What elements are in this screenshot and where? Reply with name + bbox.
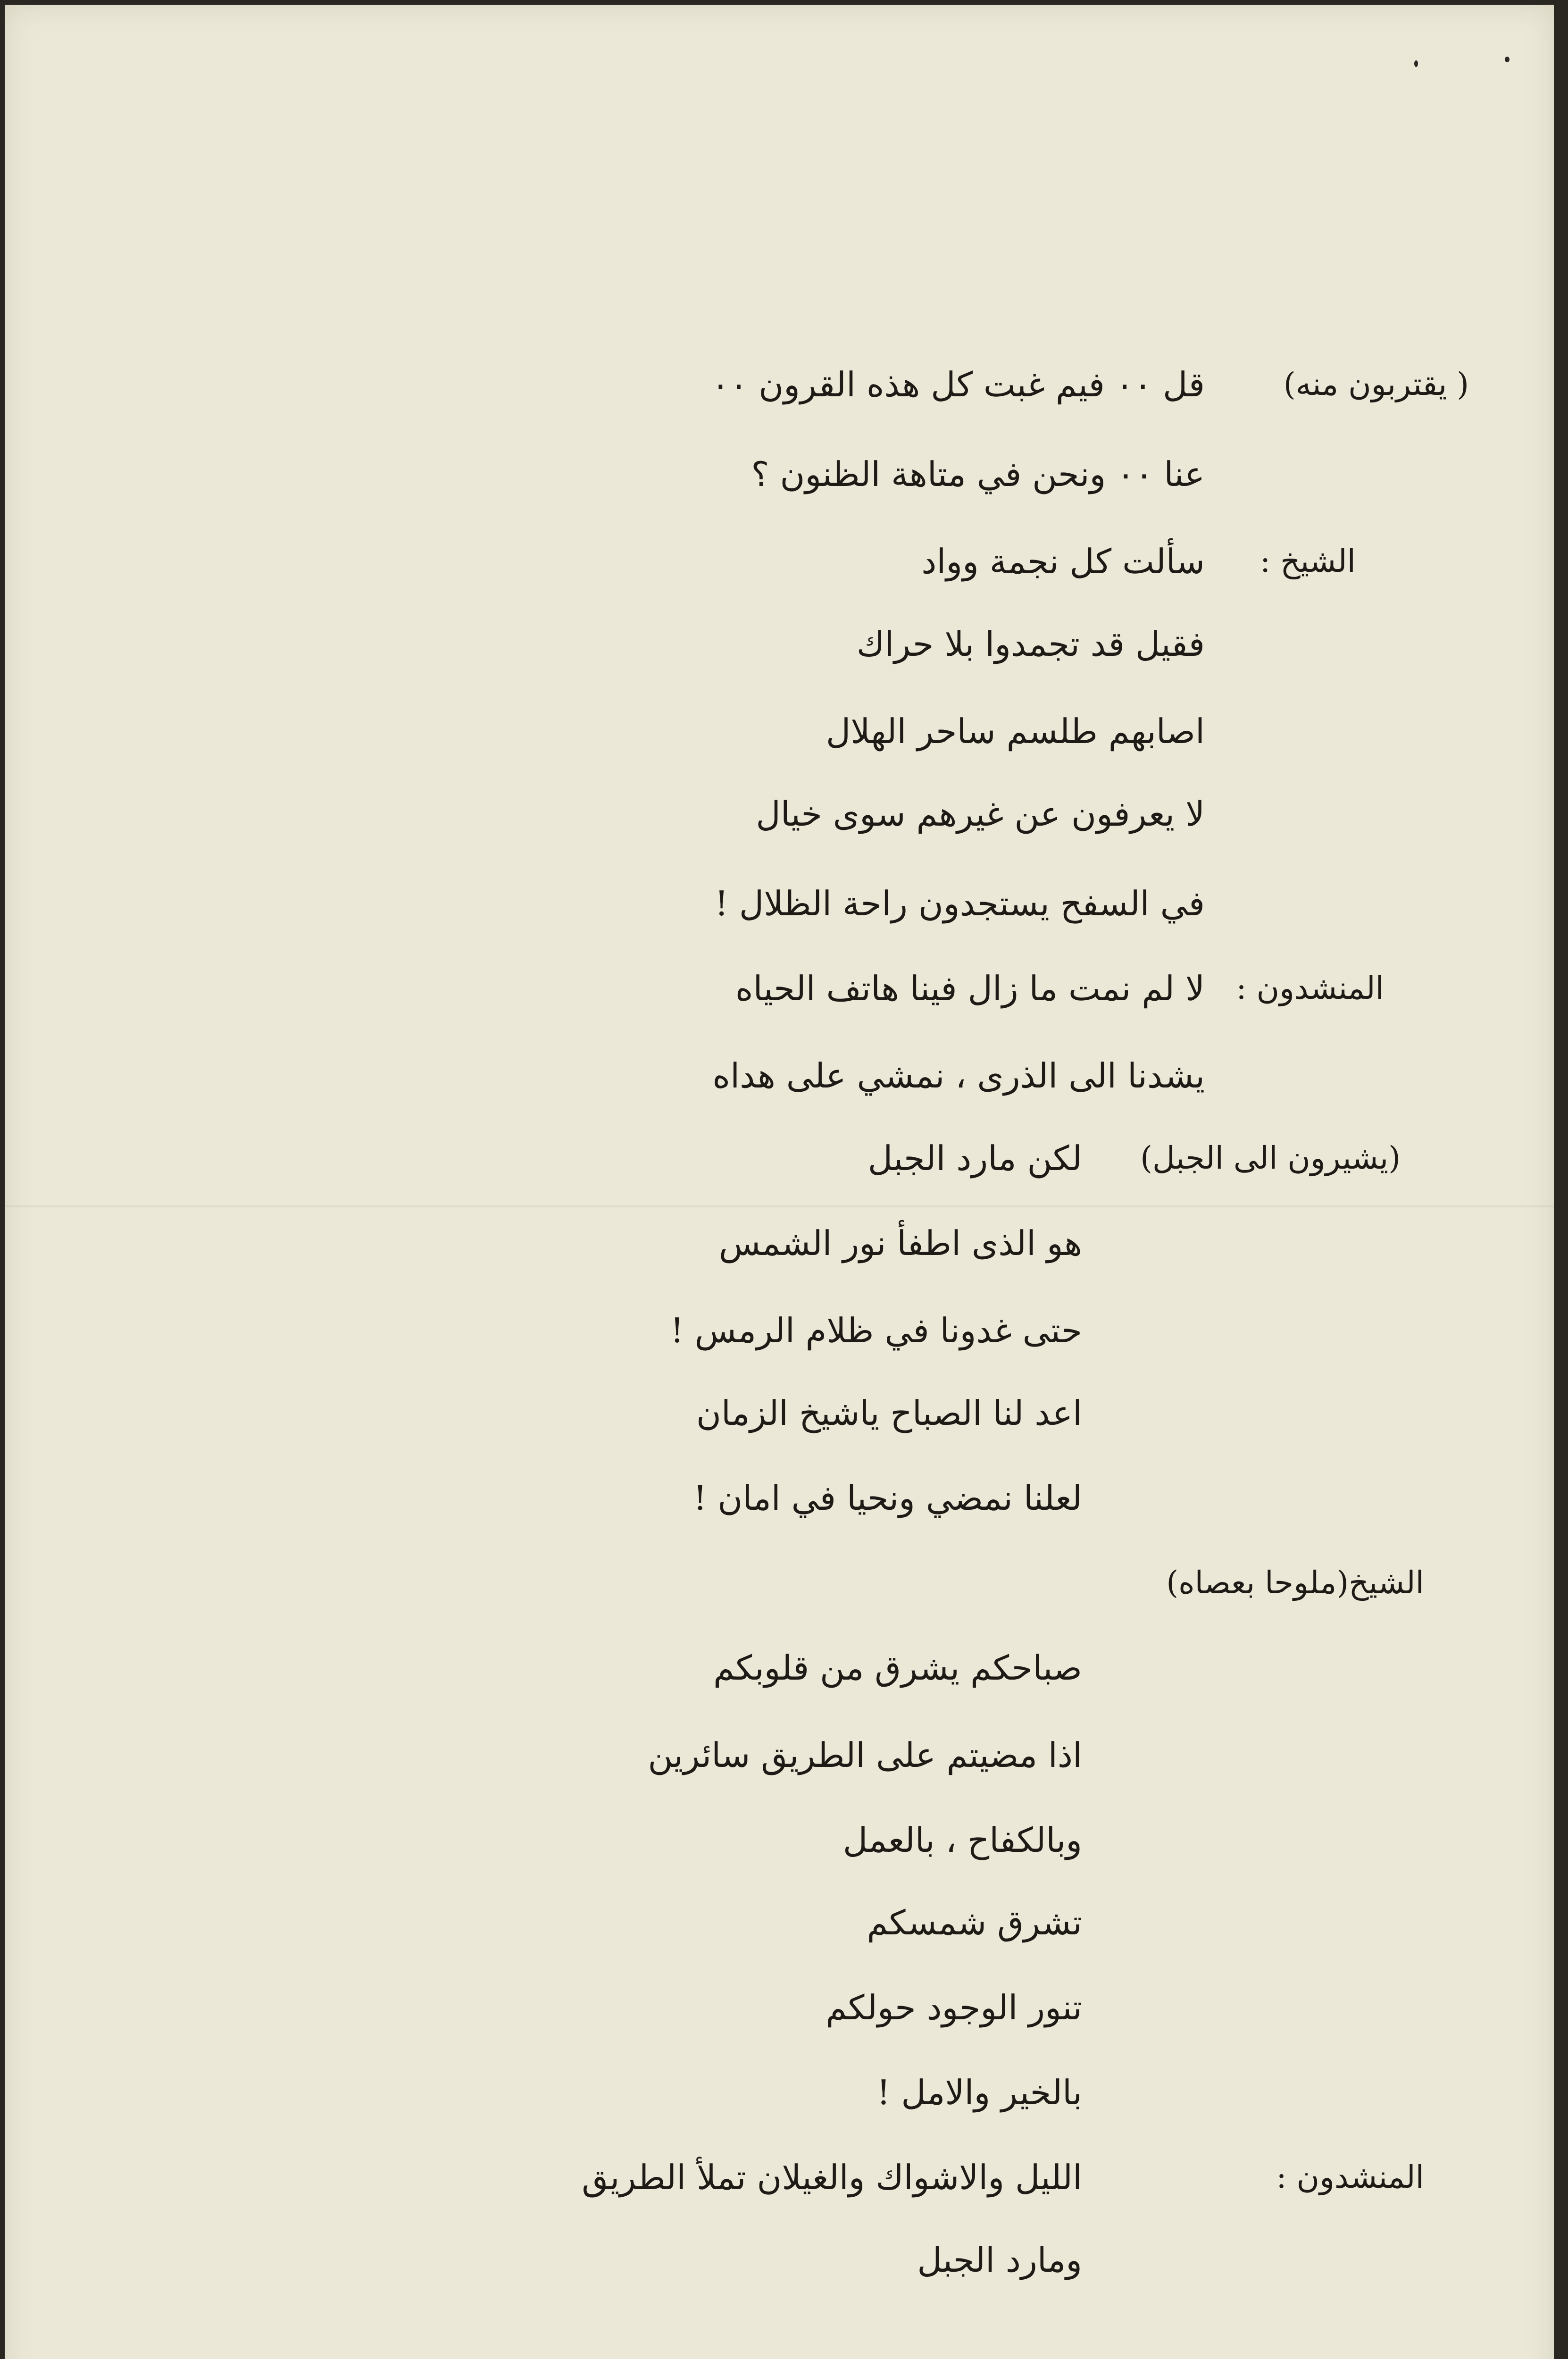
waving-stick-stage-direction: (ملوحا بعصاه)	[1166, 1564, 1349, 1601]
sheikh2-line-4: تشرق شمسكم	[867, 1903, 1082, 1942]
chorus-line-2: يشدنا الى الذرى ، نمشي على هداه	[712, 1056, 1205, 1096]
chorus-line-1: لا لم نمت ما زال فينا هاتف الحياه	[735, 969, 1205, 1008]
sheikh2-line-3: وبالكفاح ، بالعمل	[842, 1820, 1082, 1860]
ink-speck	[1505, 57, 1510, 62]
chorus3-line-2: ومارد الجبل	[917, 2240, 1082, 2280]
sheikh-line-1: سألت كل نجمة وواد	[921, 542, 1205, 581]
speaker-chorus: المنشدون :	[1236, 970, 1384, 1006]
sheikh2-line-1: صباحكم يشرق من قلوبكم	[713, 1648, 1082, 1688]
ink-speck	[1414, 60, 1418, 67]
sheikh-line-2: فقيل قد تجمدوا بلا حراك	[856, 624, 1205, 664]
speaker-sheikh-2-name: الشيخ	[1349, 1564, 1424, 1601]
pointing-stage-direction: (يشيرون الى الجبل)	[1140, 1140, 1401, 1176]
sheikh2-line-5: تنور الوجود حولكم	[826, 1988, 1082, 2027]
opening-stage-direction: ( يقتربون منه)	[1283, 366, 1469, 402]
chorus2-line-5: لعلنا نمضي ونحيا في امان !	[693, 1478, 1082, 1518]
chorus2-line-3: حتى غدونا في ظلام الرمس !	[670, 1311, 1082, 1350]
sheikh-line-4: لا يعرفون عن غيرهم سوى خيال	[756, 794, 1205, 834]
sheikh2-line-6: بالخير والامل !	[876, 2073, 1082, 2112]
opening-line-1: قل ٠٠ فيم غبت كل هذه القرون ٠٠	[711, 365, 1205, 404]
speaker-sheikh-2	[1166, 1562, 1424, 1604]
speaker-chorus-2: المنشدون :	[1276, 2159, 1424, 2195]
sheikh-line-5: في السفح يستجدون راحة الظلال !	[715, 884, 1205, 923]
typed-script-page	[5, 5, 1554, 2359]
sheikh-line-3: اصابهم طلسم ساحر الهلال	[826, 711, 1205, 751]
opening-line-2: عنا ٠٠ ونحن في متاهة الظنون ؟	[751, 454, 1205, 494]
chorus2-line-2: هو الذى اطفأ نور الشمس	[718, 1223, 1082, 1263]
speaker-sheikh: الشيخ :	[1259, 543, 1356, 579]
paper-fold-line	[5, 1205, 1554, 1207]
sheikh2-line-2: اذا مضيتم على الطريق سائرين	[648, 1735, 1082, 1775]
chorus2-line-1: لكن مارد الجبل	[867, 1138, 1082, 1178]
chorus3-line-1: الليل والاشواك والغيلان تملأ الطريق	[582, 2158, 1082, 2197]
chorus2-line-4: اعد لنا الصباح ياشيخ الزمان	[696, 1393, 1082, 1433]
